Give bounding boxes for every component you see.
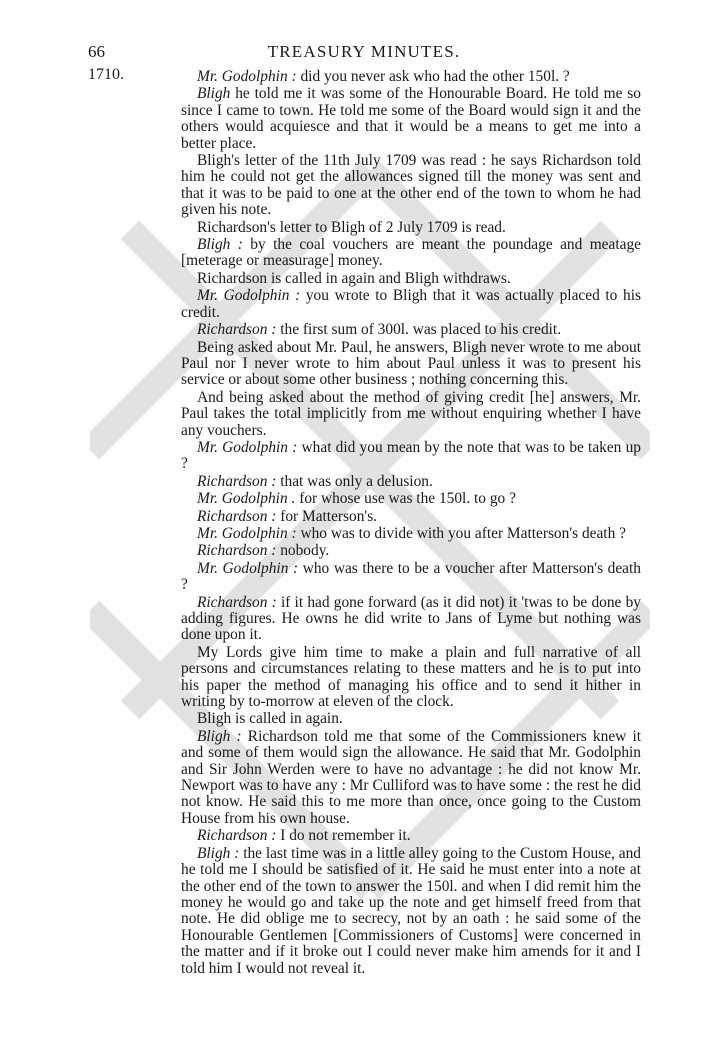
year-marginal: 1710. — [88, 66, 124, 83]
minute-paragraph — [181, 440, 641, 473]
minute-paragraph — [181, 288, 641, 321]
paragraph-text: Richardson's letter to Bligh of 2 July 1709 is read. — [197, 218, 506, 236]
speaker-name: Richardson : — [197, 827, 277, 845]
speaker-name: Mr. Godolphin : — [197, 68, 297, 85]
minute-paragraph — [181, 86, 641, 152]
minute-paragraph — [181, 711, 641, 727]
paragraph-text: My Lords give him time to make a plain and full narrative of all persons and circumstances relating to these matters and he is to put into his paper the method of managing his office and to send it hither in writing by to-morrow at eleven of the clock. — [181, 643, 641, 711]
minute-paragraph — [181, 729, 641, 827]
paragraph-text: you wrote to Bligh that it was actually placed to his credit. — [181, 287, 641, 321]
paragraph-text: Bligh's letter of the 11th July 1709 was read : he says Richardson told him he could not get the allowances signed till the money was sent and that it was to be paid to one at the other end of the town to whom he had given his note. — [181, 152, 641, 219]
paragraph-text: if it had gone forward (as it did not) it 'twas to be done by adding figures. He owns he did write to Jans of Lyme but nothing was done upon it. — [181, 593, 641, 644]
speaker-name: Richardson : — [197, 542, 277, 560]
minute-paragraph — [181, 153, 641, 219]
speaker-name: Bligh : — [197, 844, 240, 862]
speaker-name: Bligh : — [197, 236, 243, 254]
paragraph-text: who was there to be a voucher after Matterson's death ? — [181, 559, 641, 594]
minute-paragraph — [181, 474, 641, 490]
paragraph-text: he told me it was some of the Honourable Board. He told me so since I came to town. He told me some of the Board would sign it and the others would acquiesce and that it would be a means to get me into a better place. — [181, 85, 641, 152]
paragraph-text: did you never ask who had the other 150l. ? — [296, 68, 570, 85]
minute-paragraph — [181, 69, 641, 85]
speaker-name: Richardson : — [197, 472, 277, 490]
running-title: TREASURY MINUTES. — [267, 42, 461, 61]
minute-paragraph — [181, 828, 641, 844]
minute-paragraph — [181, 237, 641, 270]
speaker-name: Mr. Godolphin : — [197, 438, 298, 456]
paragraph-text: the first sum of 300l. was placed to his credit. — [276, 321, 562, 339]
paragraph-text: Richardson is called in again and Bligh withdraws. — [197, 269, 511, 287]
minute-paragraph — [181, 543, 641, 559]
minute-paragraph — [181, 509, 641, 525]
paragraph-text: who was to divide with you after Matterson's death ? — [296, 524, 626, 542]
paragraph-text: Bligh is called in again. — [197, 710, 343, 728]
paragraph-text: what did you mean by the note that was to be taken up ? — [181, 438, 641, 473]
paragraph-text: for Matterson's. — [276, 507, 378, 525]
minute-paragraph — [181, 595, 641, 644]
speaker-name: Bligh — [197, 85, 231, 103]
paragraph-text: that was only a delusion. — [276, 472, 433, 490]
minute-paragraph — [181, 491, 641, 507]
minute-paragraph — [181, 271, 641, 287]
minute-paragraph — [181, 220, 641, 236]
speaker-name: Richardson : — [197, 321, 277, 339]
paragraph-text: I do not remember it. — [276, 827, 411, 845]
minute-paragraph — [181, 526, 641, 542]
paragraph-text: Being asked about Mr. Paul, he answers, Bligh never wrote to me about Paul nor I never wrote to him about Paul unless it was to present his service or about some other business ; nothing concerning this. — [181, 338, 641, 389]
minutes-body — [181, 69, 641, 978]
minute-paragraph — [181, 390, 641, 439]
paragraph-text: the last time was in a little alley going to the Custom House, and he told me I should be satisfied of it. He said he must enter into a note at the other end of the town to answer the 150l. and when I did remit him the money he would go and take up the note and get himself freed from that note. He did oblige me to secrecy, not by an oath : he said some of the Honourable Gentlemen [Commissioners of Customs] were concerned in the matter and if it broke out I could never make him amends for it and I told him I would not reveal it. — [181, 844, 641, 977]
minute-paragraph — [181, 645, 641, 711]
paragraph-text: by the coal vouchers are meant the poundage and meatage [meterage or measurage] money. — [181, 236, 641, 270]
minute-paragraph — [181, 322, 641, 338]
minute-paragraph — [181, 561, 641, 594]
speaker-name: Mr. Godolphin : — [197, 559, 299, 577]
minute-paragraph — [181, 340, 641, 389]
paragraph-text: for whose use was the 150l. to go ? — [295, 490, 516, 508]
speaker-name: Mr. Godolphin . — [197, 490, 296, 508]
minute-paragraph — [181, 846, 641, 977]
page-header — [88, 42, 640, 66]
speaker-name: Mr. Godolphin : — [197, 524, 297, 542]
paragraph-text: Richardson told me that some of the Commissioners knew it and some of them would sign the allowance. He said that Mr. Godolphin and Sir John Werden were to have no advantage : he did not know Mr. Newport was to have any : Mr Culliford was to have some : the rest he did not know. He said this to me more than once, once going to the Custom House from his own house. — [181, 727, 641, 827]
page-number: 66 — [88, 42, 105, 61]
paragraph-text: nobody. — [276, 542, 330, 560]
speaker-name: Bligh : — [197, 727, 242, 745]
paragraph-text: And being asked about the method of giving credit [he] answers, Mr. Paul takes the total implicitly from me without enquiring whether I have any vouchers. — [181, 388, 641, 439]
speaker-name: Richardson : — [197, 593, 277, 611]
speaker-name: Mr. Godolphin : — [197, 287, 301, 305]
speaker-name: Richardson : — [197, 507, 277, 525]
